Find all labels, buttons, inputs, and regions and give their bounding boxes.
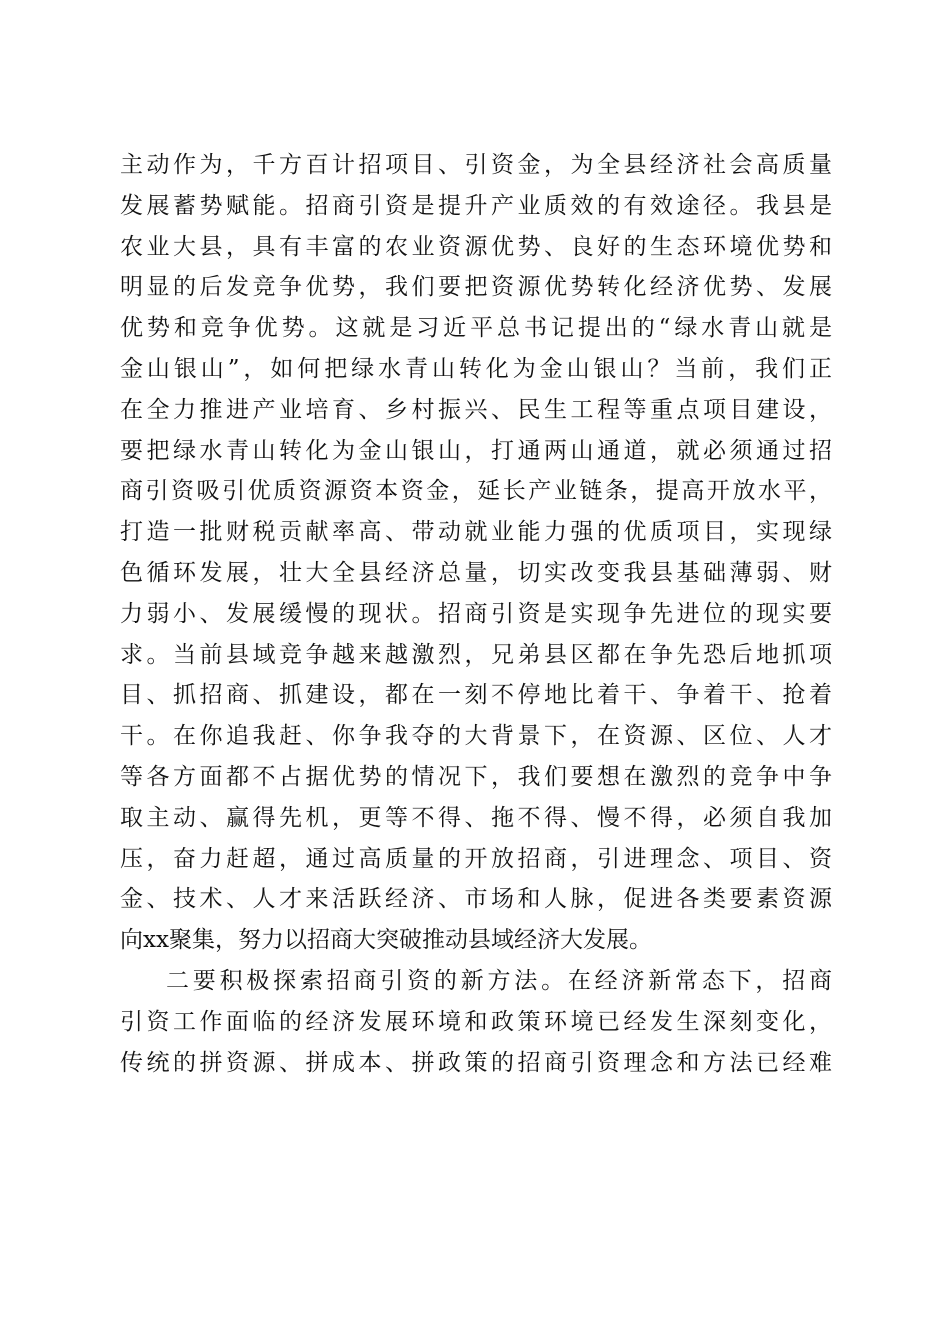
text-line: 压，奋力赶超，通过高质量的开放招商，引进理念、项目、资 bbox=[120, 845, 832, 872]
text-line: 主动作为，千方百计招项目、引资金，为全县经济社会高质量 bbox=[120, 152, 832, 178]
text-line: 商引资吸引优质资源资本资金，延长产业链条，提高开放水平， bbox=[120, 478, 832, 505]
text-line: 明显的后发竞争优势，我们要把资源优势转化经济优势、发展 bbox=[120, 274, 832, 301]
text-line: 干。在你追我赶、你争我夺的大背景下，在资源、区位、人才 bbox=[120, 723, 832, 750]
document-body bbox=[120, 145, 832, 1083]
text-line: 求。当前县域竞争越来越激烈，兄弟县区都在争先恐后地抓项 bbox=[120, 641, 832, 668]
text-line: 在全力推进产业培育、乡村振兴、民生工程等重点项目建设， bbox=[120, 396, 832, 423]
paragraph-1 bbox=[120, 145, 832, 961]
text-line: 打造一批财税贡献率高、带动就业能力强的优质项目，实现绿 bbox=[120, 519, 832, 546]
text-line: 引资工作面临的经济发展环境和政策环境已经发生深刻变化， bbox=[120, 1008, 832, 1035]
text-line: 等各方面都不占据优势的情况下，我们要想在激烈的竞争中争 bbox=[120, 763, 832, 790]
text-line: 优势和竞争优势。这就是习近平总书记提出的“绿水青山就是 bbox=[120, 315, 832, 342]
text-line: 金山银山”，如何把绿水青山转化为金山银山？当前，我们正 bbox=[120, 355, 832, 382]
text-line: 金、技术、人才来活跃经济、市场和人脉，促进各类要素资源 bbox=[120, 886, 832, 913]
text-line: 色循环发展，壮大全县经济总量，切实改变我县基础薄弱、财 bbox=[120, 559, 832, 586]
text-line: 取主动、赢得先机，更等不得、拖不得、慢不得，必须自我加 bbox=[120, 804, 832, 831]
text-line: 农业大县，具有丰富的农业资源优势、良好的生态环境优势和 bbox=[120, 233, 832, 260]
text-line: 力弱小、发展缓慢的现状。招商引资是实现争先进位的现实要 bbox=[120, 600, 832, 627]
text-line: 发展蓄势赋能。招商引资是提升产业质效的有效途径。我县是 bbox=[120, 192, 832, 219]
text-line: 要把绿水青山转化为金山银山，打通两山通道，就必须通过招 bbox=[120, 437, 832, 464]
text-line: 二要积极探索招商引资的新方法。在经济新常态下，招商 bbox=[166, 967, 832, 994]
text-line: 向xx聚集，努力以招商大突破推动县域经济大发展。 bbox=[120, 927, 652, 954]
text-line: 目、抓招商、抓建设，都在一刻不停地比着干、争着干、抢着 bbox=[120, 682, 832, 709]
text-line: 传统的拼资源、拼成本、拼政策的招商引资理念和方法已经难 bbox=[120, 1049, 832, 1076]
paragraph-2 bbox=[120, 961, 832, 1083]
